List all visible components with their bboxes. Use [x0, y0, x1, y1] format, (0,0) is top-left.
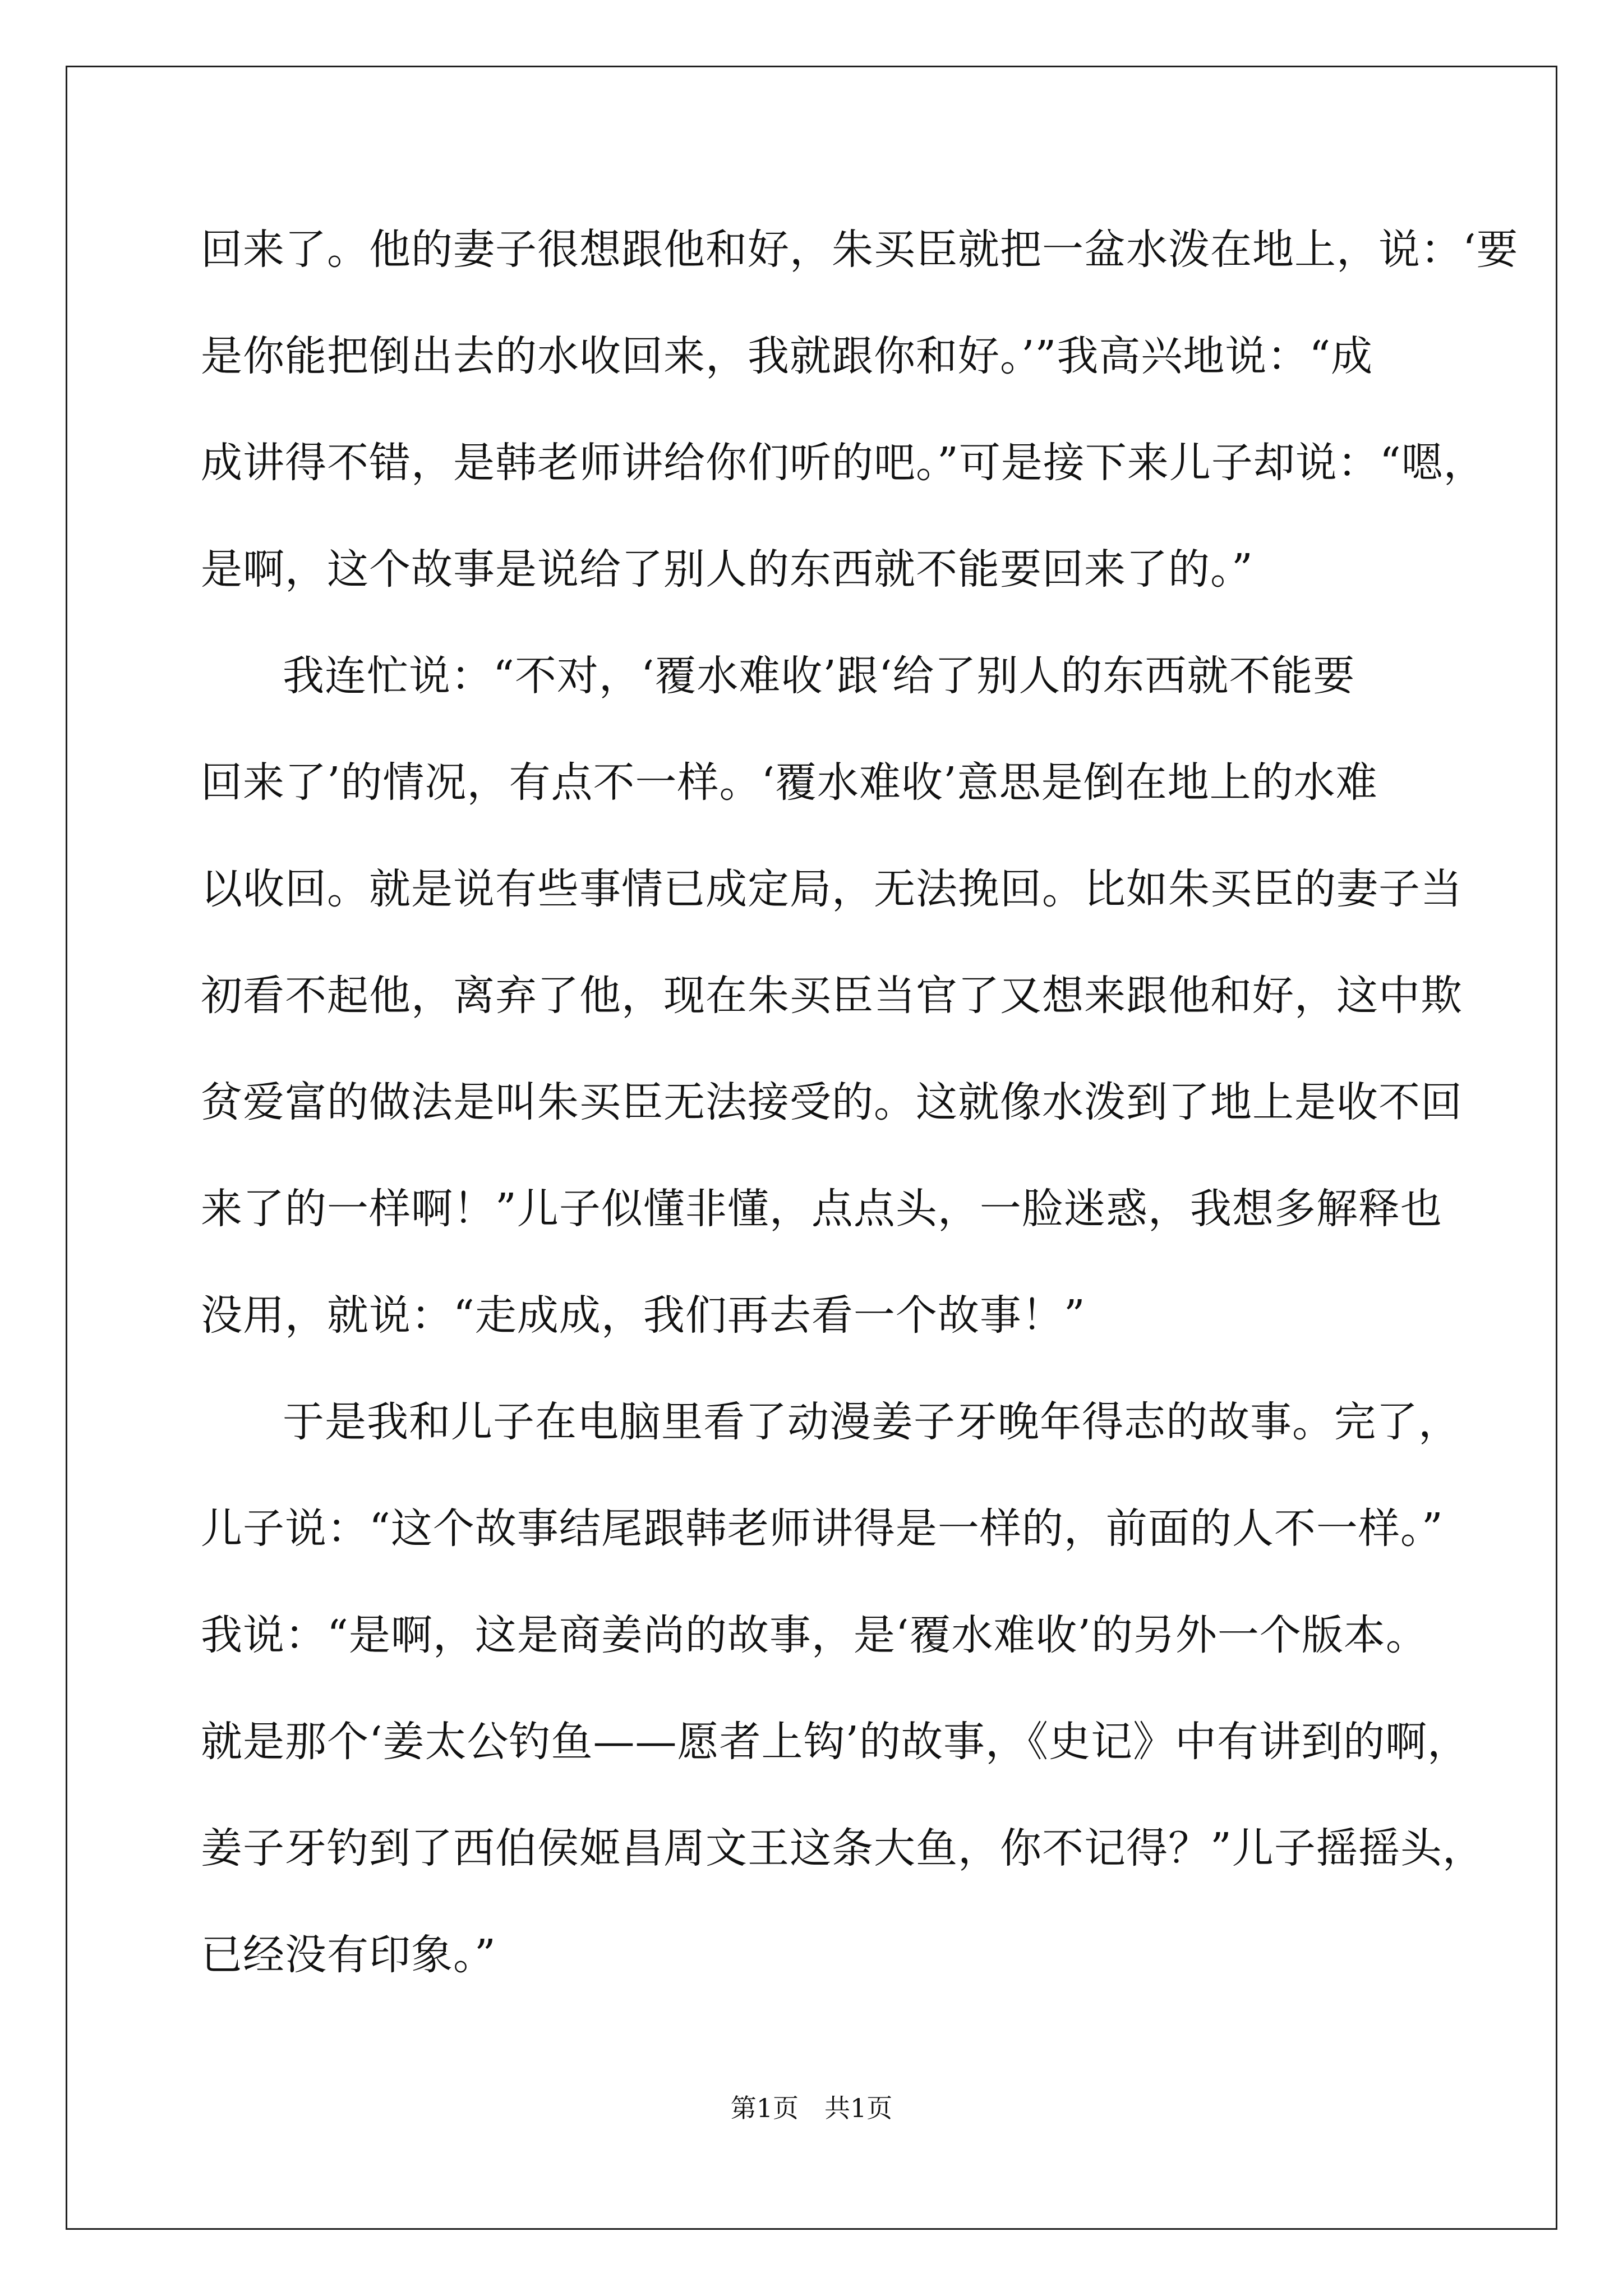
text-line: 已经没有印象。”	[201, 1931, 496, 1979]
text-line: 回来了’的情况，有点不一样。‘覆水难收’意思是倒在地上的水难	[201, 758, 1378, 807]
text-line: 就是那个‘姜太公钓鱼——愿者上钩’的故事，《史记》中有讲到的啊，	[201, 1718, 1470, 1766]
text-line: 是啊，这个故事是说给了别人的东西就不能要回来了的。”	[201, 545, 1253, 593]
text-line: 我说：“是啊，这是商姜尚的故事，是‘覆水难收’的另外一个版本。	[201, 1611, 1428, 1659]
text-line: 儿子说：“这个故事结尾跟韩老师讲得是一样的，前面的人不一样。”	[201, 1504, 1444, 1553]
text-line: 以收回。就是说有些事情已成定局，无法挽回。比如朱买臣的妻子当	[201, 865, 1463, 913]
text-line: 贫爱富的做法是叫朱买臣无法接受的。这就像水泼到了地上是收不回	[201, 1078, 1463, 1126]
text-line: 是你能把倒出去的水收回来，我就跟你和好。’”我高兴地说：“成	[201, 332, 1373, 380]
paragraph-start-line: 我连忙说：“不对，‘覆水难收’跟‘给了别人的东西就不能要	[283, 652, 1355, 700]
text-line: 初看不起他，离弃了他，现在朱买臣当官了又想来跟他和好，这中欺	[201, 972, 1463, 1020]
paragraph-start-line: 于是我和儿子在电脑里看了动漫姜子牙晚年得志的故事。完了，	[283, 1398, 1460, 1446]
text-line: 没用，就说：“走成成，我们再去看一个故事！”	[201, 1291, 1086, 1340]
text-line: 回来了。他的妻子很想跟他和好，朱买臣就把一盆水泼在地上，说：‘要	[201, 226, 1519, 274]
text-line: 姜子牙钓到了西伯侯姬昌周文王这条大鱼，你不记得？”儿子摇摇头，	[201, 1824, 1484, 1872]
document-body	[201, 216, 1519, 2028]
text-line: 来了的一样啊！”儿子似懂非懂，点点头，一脸迷惑，我想多解释也	[201, 1185, 1442, 1233]
text-line: 成讲得不错，是韩老师讲给你们听的吧。”可是接下来儿子却说：“嗯，	[201, 439, 1486, 487]
page-number: 第1页 共1页	[730, 2093, 893, 2123]
